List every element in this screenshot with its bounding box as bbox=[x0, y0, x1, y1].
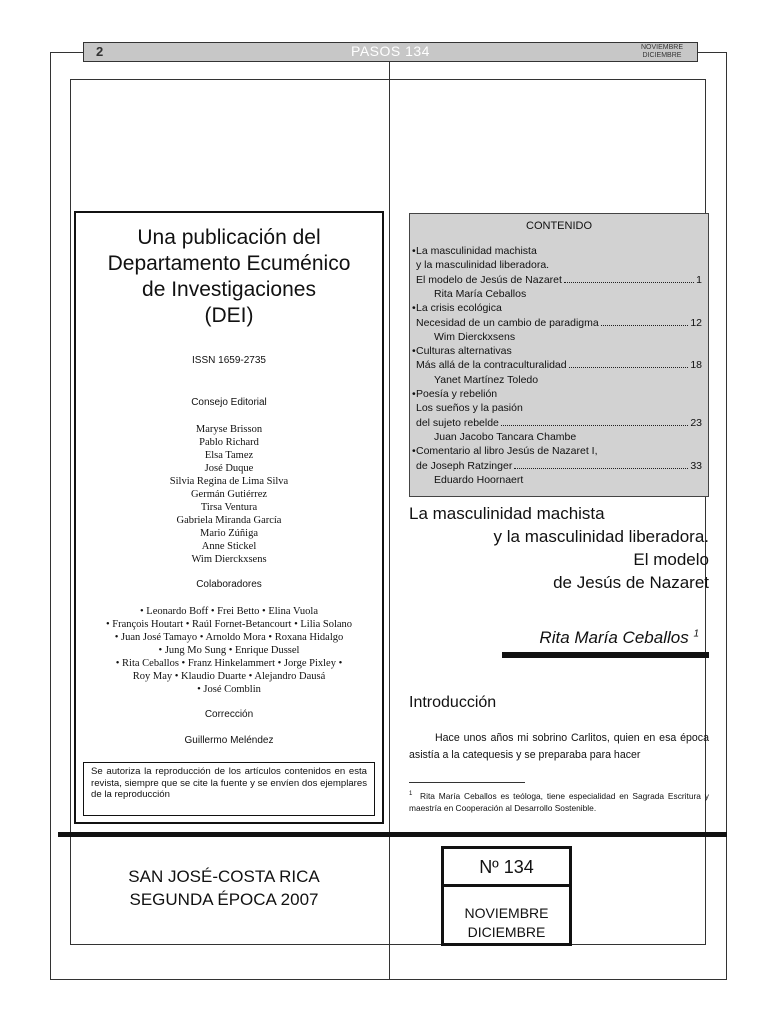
header-bar bbox=[83, 42, 698, 62]
author-rule bbox=[502, 652, 709, 658]
collab-heading: Colaboradores bbox=[196, 579, 262, 590]
footnote bbox=[409, 788, 709, 814]
author-footnote-mark: 1 bbox=[693, 628, 699, 640]
contents-row bbox=[412, 244, 702, 258]
contents-author: Yanet Martínez Toledo bbox=[434, 373, 539, 386]
issue-month: NOVIEMBRE bbox=[464, 905, 549, 921]
board-member: Anne Stickel bbox=[201, 541, 257, 552]
contents-leader-dots bbox=[601, 325, 689, 326]
board-member: Silvia Regina de Lima Silva bbox=[169, 476, 289, 487]
contents-row bbox=[416, 459, 702, 473]
center-fold-line bbox=[389, 44, 390, 980]
outer-frame-left bbox=[50, 52, 51, 980]
inner-frame-top bbox=[70, 79, 706, 80]
city-line: SAN JOSÉ-COSTA RICA bbox=[128, 867, 320, 886]
contents-row bbox=[416, 273, 702, 287]
collab-line: • José Comblin bbox=[197, 684, 261, 695]
contents-row bbox=[412, 387, 702, 401]
header-date-line1: NOVIEMBRE bbox=[640, 44, 683, 51]
board-member: Elsa Tamez bbox=[204, 450, 254, 461]
contents-row bbox=[412, 444, 702, 458]
page-number: 2 bbox=[96, 44, 104, 59]
contents-entry-text: La masculinidad machista bbox=[416, 245, 537, 257]
contents-leader-dots bbox=[564, 282, 694, 283]
article-title-line: La masculinidad machista bbox=[409, 504, 605, 523]
contents-bullet: • bbox=[412, 302, 416, 315]
contents-row bbox=[416, 330, 702, 344]
publication-title bbox=[76, 225, 382, 329]
contents-entry-text: Los sueños y la pasión bbox=[416, 402, 523, 415]
outer-frame-top-left bbox=[50, 52, 84, 53]
publication-title-line: Departamento Ecuménico bbox=[107, 252, 351, 275]
article-author bbox=[539, 628, 699, 648]
contents-row bbox=[416, 316, 702, 330]
contents-entry-text: La crisis ecológica bbox=[416, 302, 502, 315]
contents-author: Rita María Ceballos bbox=[434, 287, 527, 300]
header-title: PASOS 134 bbox=[351, 43, 430, 59]
contents-page-number: 23 bbox=[690, 416, 702, 429]
board-member: José Duque bbox=[204, 463, 254, 474]
contents-entry-text: Poesía y rebelión bbox=[416, 388, 498, 400]
outer-frame-right bbox=[726, 52, 727, 980]
contents-page-number: 12 bbox=[690, 316, 702, 329]
article-title-line: El modelo bbox=[633, 550, 709, 569]
correction-name: Guillermo Meléndez bbox=[184, 735, 274, 746]
article-title-line: de Jesús de Nazaret bbox=[553, 573, 709, 592]
header-date-line2: DICIEMBRE bbox=[642, 52, 682, 59]
collab-line: • Rita Ceballos • Franz Hinkelammert • Jorge Pixley • bbox=[115, 658, 343, 669]
contents-author: Eduardo Hoornaert bbox=[434, 473, 524, 486]
contents-page-number: 33 bbox=[690, 459, 702, 472]
contents-box bbox=[409, 213, 709, 497]
publication-box bbox=[74, 211, 384, 824]
contents-bullet: • bbox=[412, 245, 416, 257]
contents-author: Juan Jacobo Tancara Chambe bbox=[434, 430, 577, 443]
bottom-thick-rule bbox=[58, 832, 727, 837]
contents-row bbox=[416, 287, 702, 301]
contents-leader-dots bbox=[569, 367, 689, 368]
publication-title-line: (DEI) bbox=[204, 304, 254, 327]
contents-page-number: 18 bbox=[690, 359, 702, 372]
board-member: Maryse Brisson bbox=[195, 424, 263, 435]
reproduction-notice: Se autoriza la reproducción de los artículos contenidos en esta revista, siempre que se cite la fuente y se envíen dos ejemplares de la reproducción bbox=[83, 762, 375, 816]
contents-title: CONTENIDO bbox=[526, 220, 592, 232]
contents-entry-text: El modelo de Jesús de Nazaret bbox=[416, 273, 562, 286]
collab-line: • Juan José Tamayo • Arnoldo Mora • Roxana Hidalgo bbox=[114, 632, 344, 643]
contents-row bbox=[416, 373, 702, 387]
contents-entry-text: Comentario al libro Jesús de Nazaret I, bbox=[416, 445, 598, 458]
publication-title-line: de Investigaciones bbox=[142, 278, 316, 301]
contents-row bbox=[416, 416, 702, 430]
section-heading: Introducción bbox=[409, 694, 497, 711]
correction-heading: Corrección bbox=[204, 709, 254, 720]
contents-leader-dots bbox=[501, 425, 688, 426]
contents-entry-text: y la masculinidad liberadora. bbox=[416, 259, 550, 272]
board-member: Mario Zúñiga bbox=[199, 528, 259, 539]
contents-row bbox=[416, 358, 702, 372]
contents-page-number: 1 bbox=[696, 273, 702, 286]
collab-list bbox=[76, 605, 382, 696]
board-member: Germán Gutiérrez bbox=[190, 489, 268, 500]
edition-line: SEGUNDA ÉPOCA 2007 bbox=[129, 890, 319, 909]
contents-entry-text: Culturas alternativas bbox=[416, 345, 512, 358]
footnote-rule bbox=[409, 782, 525, 783]
board-member: Tirsa Ventura bbox=[200, 502, 258, 513]
issue-divider bbox=[444, 884, 569, 887]
contents-bullet: • bbox=[412, 388, 416, 400]
inner-frame-left bbox=[70, 79, 71, 945]
contents-entry-text: del sujeto rebelde bbox=[416, 416, 499, 429]
collab-line: • Jung Mo Sung • Enrique Dussel bbox=[158, 645, 300, 656]
issue-number: Nº 134 bbox=[479, 857, 534, 877]
outer-frame-top-right bbox=[697, 52, 727, 53]
contents-row bbox=[416, 258, 702, 272]
contents-row bbox=[412, 301, 702, 315]
contents-entry-text: Más allá de la contraculturalidad bbox=[416, 359, 567, 372]
contents-row bbox=[416, 473, 702, 487]
contents-bullet: • bbox=[412, 445, 416, 458]
board-member: Wim Dierckxsens bbox=[191, 554, 267, 565]
issn: ISSN 1659-2735 bbox=[192, 355, 266, 366]
collab-line: • François Houtart • Raúl Fornet-Betancourt • Lilia Solano bbox=[105, 619, 353, 630]
issue-box bbox=[441, 846, 572, 946]
board-heading: Consejo Editorial bbox=[191, 397, 267, 408]
contents-bullet: • bbox=[412, 345, 416, 358]
article-paragraph bbox=[409, 730, 709, 764]
board-list bbox=[76, 423, 382, 566]
contents-leader-dots bbox=[514, 468, 688, 469]
contents-row bbox=[412, 344, 702, 358]
author-name: Rita María Ceballos bbox=[539, 628, 689, 647]
city-block bbox=[74, 865, 374, 911]
publication-title-line: Una publicación del bbox=[137, 226, 321, 249]
issue-months bbox=[444, 904, 569, 942]
contents-entry-text: de Joseph Ratzinger bbox=[416, 459, 513, 472]
collab-line: Roy May • Klaudio Duarte • Alejandro Dausá bbox=[132, 671, 326, 682]
inner-frame-bottom bbox=[70, 944, 706, 945]
contents-row bbox=[416, 430, 702, 444]
footnote-text: Rita María Ceballos es teóloga, tiene especialidad en Sagrada Escritura y maestría en Cooperación al Desarrollo Sostenible. bbox=[409, 790, 709, 813]
board-member: Pablo Richard bbox=[199, 437, 259, 448]
issue-month: DICIEMBRE bbox=[467, 924, 546, 940]
footnote-mark: 1 bbox=[409, 791, 413, 797]
header-date bbox=[641, 44, 683, 60]
collab-line: • Leonardo Boff • Frei Betto • Elina Vuola bbox=[140, 606, 318, 617]
board-member: Gabriela Miranda García bbox=[176, 515, 282, 526]
contents-row bbox=[416, 401, 702, 415]
paragraph-text: Hace unos años mi sobrino Carlitos, quien en esa época asistía a la catequesis y se preparaba para hacer bbox=[409, 732, 709, 761]
article-title-line: y la masculinidad liberadora. bbox=[493, 527, 709, 546]
inner-frame-right bbox=[705, 79, 706, 945]
contents-author: Wim Dierckxsens bbox=[434, 330, 516, 343]
contents-entry-text: Necesidad de un cambio de paradigma bbox=[416, 316, 599, 329]
